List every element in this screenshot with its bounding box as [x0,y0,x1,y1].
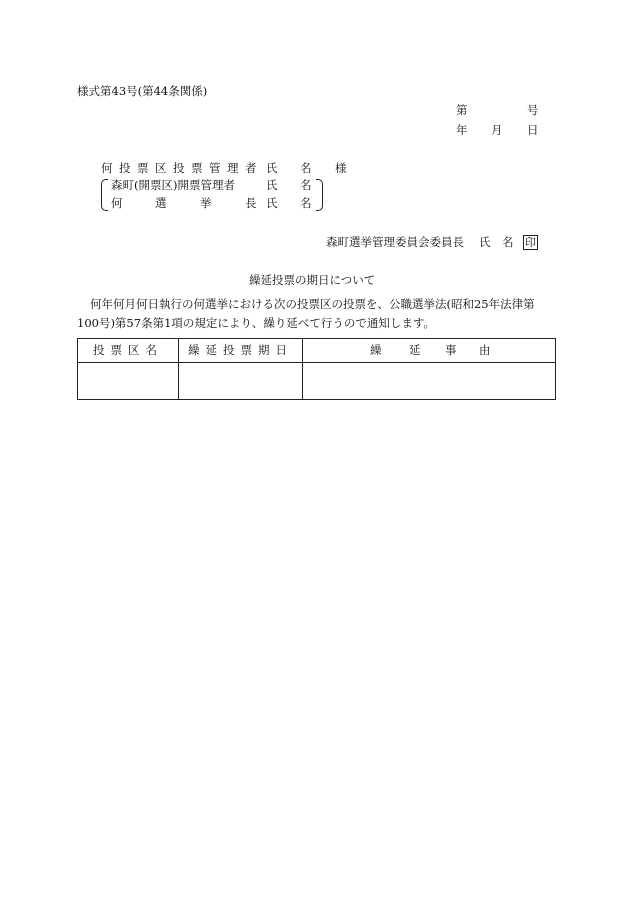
addressee-line2-name2: 名 [300,178,312,192]
addressee-char: 区 [155,161,167,175]
header-postponed-date: 繰延投票期日 [188,343,293,357]
date-day: 日 [527,123,539,137]
addressee-char: 理 [227,161,239,175]
date-year: 年 [456,123,468,137]
cell-district-name [78,363,178,400]
addressee-line3-char: 長 [245,196,257,210]
sender-title: 森町選挙管理委員会委員長 [326,235,464,249]
seal-mark: 印 [525,236,536,249]
cell-reason [303,363,555,400]
addressee-char: 氏 [266,161,278,175]
header-reason-char: 由 [479,343,491,357]
addressee-line2-title: 森町(開票区)開票管理者 [111,178,235,192]
addressee-char: 様 [335,161,347,175]
sender-name2: 名 [502,235,514,249]
body-line2: 100号)第57条第1項の規定により、繰り延べて行うので通知します。 [77,316,435,330]
doc-number-suffix: 号 [527,103,539,117]
header-reason-char: 事 [445,343,457,357]
bracket-right [316,179,323,211]
cell-postponed-date [179,363,302,400]
addressee-line2-name1: 氏 [266,178,278,192]
subject-title: 繰延投票の期日について [249,273,376,287]
addressee-char: 投 [173,161,185,175]
addressee-line3-char: 選 [155,196,167,210]
addressee-char: 何 [101,161,113,175]
header-reason-char: 繰 [370,343,382,357]
addressee-line3-char: 挙 [200,196,212,210]
addressee-char: 管 [209,161,221,175]
body-line1: 何年何月何日執行の何選挙における次の投票区の投票を、公職選挙法(昭和25年法律第 [90,297,535,311]
header-reason-char: 延 [409,343,421,357]
addressee-char: 者 [245,161,257,175]
sender-name1: 氏 [479,235,491,249]
postponement-table [77,338,556,400]
doc-number-prefix: 第 [456,103,468,117]
bracket-left [101,179,108,211]
addressee-line3-char: 氏 [266,196,278,210]
form-number: 様式第43号(第44条関係) [77,84,208,98]
header-district-name: 投票区名 [93,343,163,357]
addressee-line3-char: 名 [300,196,312,210]
addressee-line3-char: 何 [111,196,123,210]
addressee-char: 名 [300,161,312,175]
addressee-char: 票 [137,161,149,175]
date-month: 月 [491,123,503,137]
addressee-char: 投 [119,161,131,175]
addressee-char: 票 [191,161,203,175]
